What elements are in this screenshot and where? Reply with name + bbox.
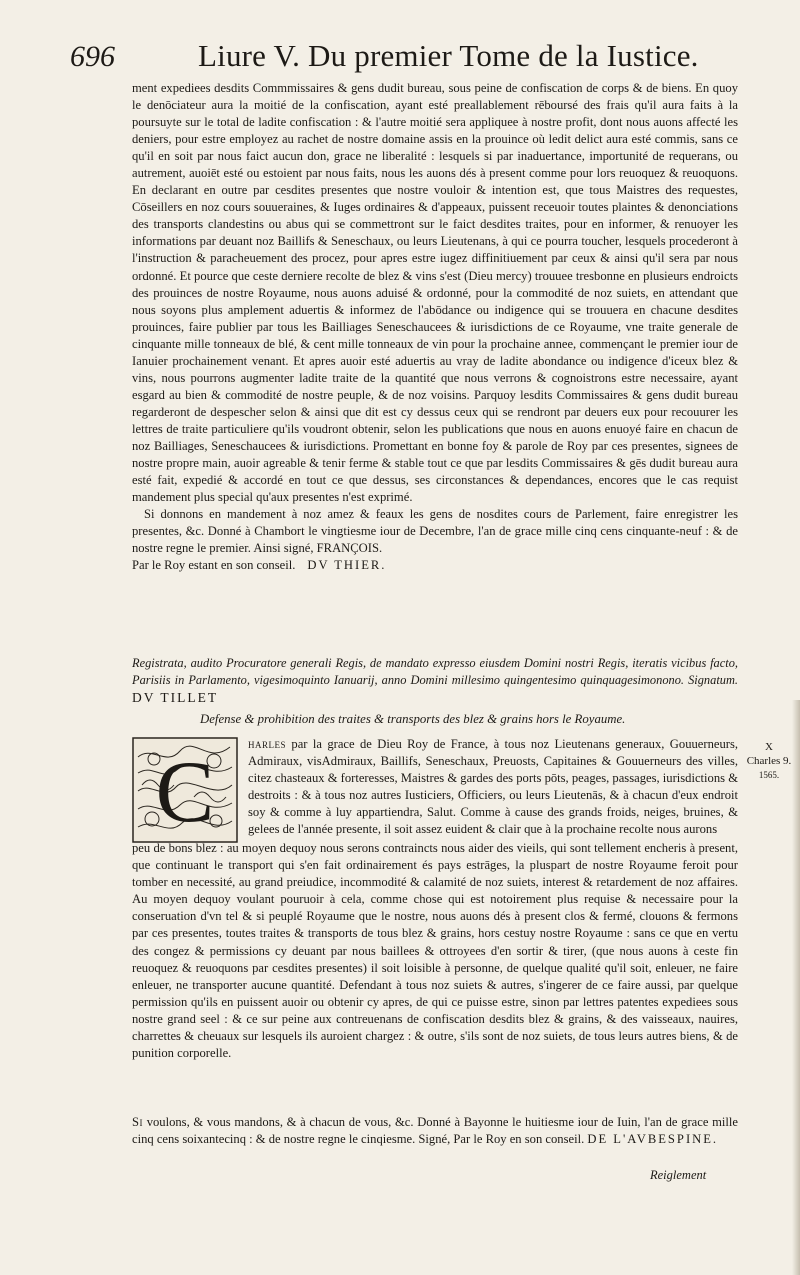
closing-signatory: DE L'AVBESPINE.: [587, 1132, 719, 1146]
section-title: Defense & prohibition des traites & transports des blez & grains hors le Royaume.: [200, 712, 626, 726]
margin-king-name: Charles 9.: [746, 755, 792, 767]
margin-note: [740, 740, 798, 782]
running-title: Liure V. Du premier Tome de la Iustice.: [198, 38, 699, 73]
margin-year: 1565.: [758, 770, 780, 780]
catchword: Reiglement: [650, 1168, 707, 1182]
ornament-initial-icon: [132, 737, 238, 843]
page-edge-shadow: [792, 700, 800, 1275]
signature-name: DV THIER.: [307, 558, 387, 573]
paragraph-letters-patent: ment expediees desdits Commmissaires & gens dudit bureau, sous peine de confiscation de corps & de biens. En quoy le denōciateur aura la moitié de la confiscation, ayant esté preallablement rēboursé des frais qu'il aura faits à la poursuyte sur le total de ladite confiscation : & l'autre moitié sera appliquee à nostre profit, dont nous auons affecté les deniers, pour estre employez au rachet de nostre domaine assis en la prouince où ledit delict aura esté commis, sans ce qu'il en soit par nous faict aucun don, grace ne liberalité : lesquels si par inaduertance, importunité de requerans, ou autrement, auoiēt esté ou estoient par nous faits, nous les auons dés à present comme pour lors reuoquez & reuoquons. En declarant en outre par cesdites presentes que nostre vouloir & intention est, que tous Maistres des requestes, Cōseillers en noz cours souueraines, & Iuges ordinaires & d'appeaux, puissent receuoir toutes plaintes & denonciations des transports clandestins ou abus qui se commettront sur le faict desdites traites, pour en informer, & renuoyer les informations par deuant noz Baillifs & Seneschaux, ou leurs Lieutenans, à qui ce pourra toucher, lesquels procederont à l'instruction & paracheuement des procez, pour apres estre iugez diffinitiuement par ceux & ainsi qu'il sera par nous ordonné. Et pource que ceste derniere recolte de blez & vins s'est (Dieu mercy) trouuee tresbonne en plusieurs endroicts des prouinces de nostre Royaume, nous auons aduisé & ordonné, pour la commodité de noz suiets, en attendant que nous soyons plus amplement aduertis & informez de l'abōdance ou indigence qui se trouuera en chacune desdites prouinces, faire publier par tous les Bailliages Seneschaucees & iurisdictions de ce Royaume, vne traite generale de cinquante mille tonneaux de blé, & cent mille tonneaux de vin pour la prochaine annee, commençant le premier iour de Ianuier prochainement venant. Et apres auoir esté aduertis au vray de ladite abondance ou indigence d'iceux blez & vins, nous pourrons augmenter ladite traite de la quantité que nous verrons & cognoistrons estre necessaire, ayant esgard au bien & commodité de nostre peuple, & de noz voisins. Parquoy lesdits Commissaires & gens dudit bureau regarderont de despescher selon & ainsi que dit est cy dessus ceux qui se rendront par deuers eux pour recouurer les lettres de traite particuliere qu'ils voudront obtenir, selon les publications que nous en auons enuoyé faire en chacun de noz Bailliages, Seneschaucees & iurisdictions. Promettant en bonne foy & parole de Roy par ces presentes, signees de nostre propre main, auoir agreable & tenir ferme & stable tout ce que par lesdits Commissaires & gēs dudit bureau aura esté fait, expedié & accordé en tout ce que dessus, ses circonstances & dependances, encores que le cas requist mandement plus special qu'aux presentes n'est exprimé.: [132, 81, 738, 505]
registration-text: Registrata, audito Procuratore generali Regis, de mandato expresso eiusdem Domini nostri Regis, iteratis vicibus facto, Parisiis in Parlamento, vigesimoquinto Ianuarij, anno Domini millesimo quingentesimo quinquagesimonono. Signatum.: [132, 656, 738, 687]
decorated-initial: [132, 737, 238, 843]
closing-text: voulons, & vous mandons, & à chacun de vous, &c. Donné à Bayonne le huitiesme iour de Iuin, l'an de grace mille cinq cens soixantecinq : & de nostre regne le cinqiesme. Signé, Par le Roy en son conseil.: [132, 1115, 738, 1146]
registration-note: [132, 655, 738, 707]
paragraph-mandate: Si donnons en mandement à noz amez & feaux les gens de nosdites cours de Parlement, faire enregistrer les presentes, &c. Donné à Chambort le vingtiesme iour de Decembre, l'an de grace mille cinq cens cinquante-neuf : & de nostre regne le premier. Ainsi signé, FRANÇOIS.: [132, 507, 738, 556]
signature-prefix: Par le Roy estant en son conseil.: [132, 558, 296, 573]
edict-closing: [132, 1114, 738, 1148]
closing-smallcaps: Si: [132, 1115, 144, 1129]
edict-opening-smallcaps: harles: [248, 737, 287, 751]
margin-numeral: X: [765, 741, 773, 753]
registration-signatory: DV TILLET: [132, 690, 219, 705]
initial-letter: C: [155, 744, 215, 841]
page-number: 696: [70, 40, 115, 73]
signature-line: [132, 557, 738, 574]
edict-opening: [248, 736, 738, 839]
main-text: [132, 80, 738, 574]
edict-opening-text: par la grace de Dieu Roy de France, à tous noz Lieutenans generaux, Gouuerneurs, Admiraux, visAdmiraux, Baillifs, Seneschaux, Preuosts, Capitaines & Gouuerneurs des villes, citez chasteaux & forteresses, Maistres & gardes des ports pōts, peages, passages, iurisdictions & destroits : & à tous noz autres Iusticiers, Officiers, ou leurs Lieutenās, & à chacun d'eux endroit soy & comme à luy appartiendra, Salut. Comme à cause des grands froids, neiges, bruines, & gelees de l'année presente, il soit assez euident & clair que à la prochaine recolte nous aurons: [248, 737, 738, 837]
edict-body: peu de bons blez : au moyen dequoy nous serons contraincts nous aider des vieils, qui sont tellement encheris à present, que continuant le transport qui s'en fait ordinairement és pays estrāges, la pluspart de nostre Royaume feroit pour tomber en necessité, au grand preiudice, incommodité & calamité de noz suiets, interest & retardement de noz affaires. Au moyen dequoy voulant pouruoir à cela, comme chose qui est notoirement plus requise & necessaire pour la conseruation d'vn tel & si peuplé Royaume que le nostre, nous auons dés à present clos & fermé, clouons & fermons par ces presentes, toutes traites & transports de tous blez & grains, hors cestuy nostre Royaume : sans ce que en vertu des congez & permissions cy deuant par nous baillees & ottroyees d'en sortir & tirer, (que nous auons à ceste fin reuoquez & reuoquons par cesdites presentes) il soit loisible à personne, de quelque qualité qu'il soit, enleuer, ne faire enleuer, ne transporter aucune quantité. Defendant à tous noz suiets & autres, s'ingerer de ce faire aussi, par quelque permission qu'ils en puissent auoir ou obtenir cy apres, de qui ce puisse estre, sinon par lettres patentes expediees sous nostre grand seel : & ce sur peine aux contreuenans de confiscation desdits blez & grains, & des vaisseaux, nauires, charrettes & cheuaux sur lesquels ils auroient chargez : & outre, s'ils sont de noz suiets, de tous leurs autres biens, & de punition corporelle.: [132, 841, 738, 1061]
page-header: [70, 38, 710, 86]
